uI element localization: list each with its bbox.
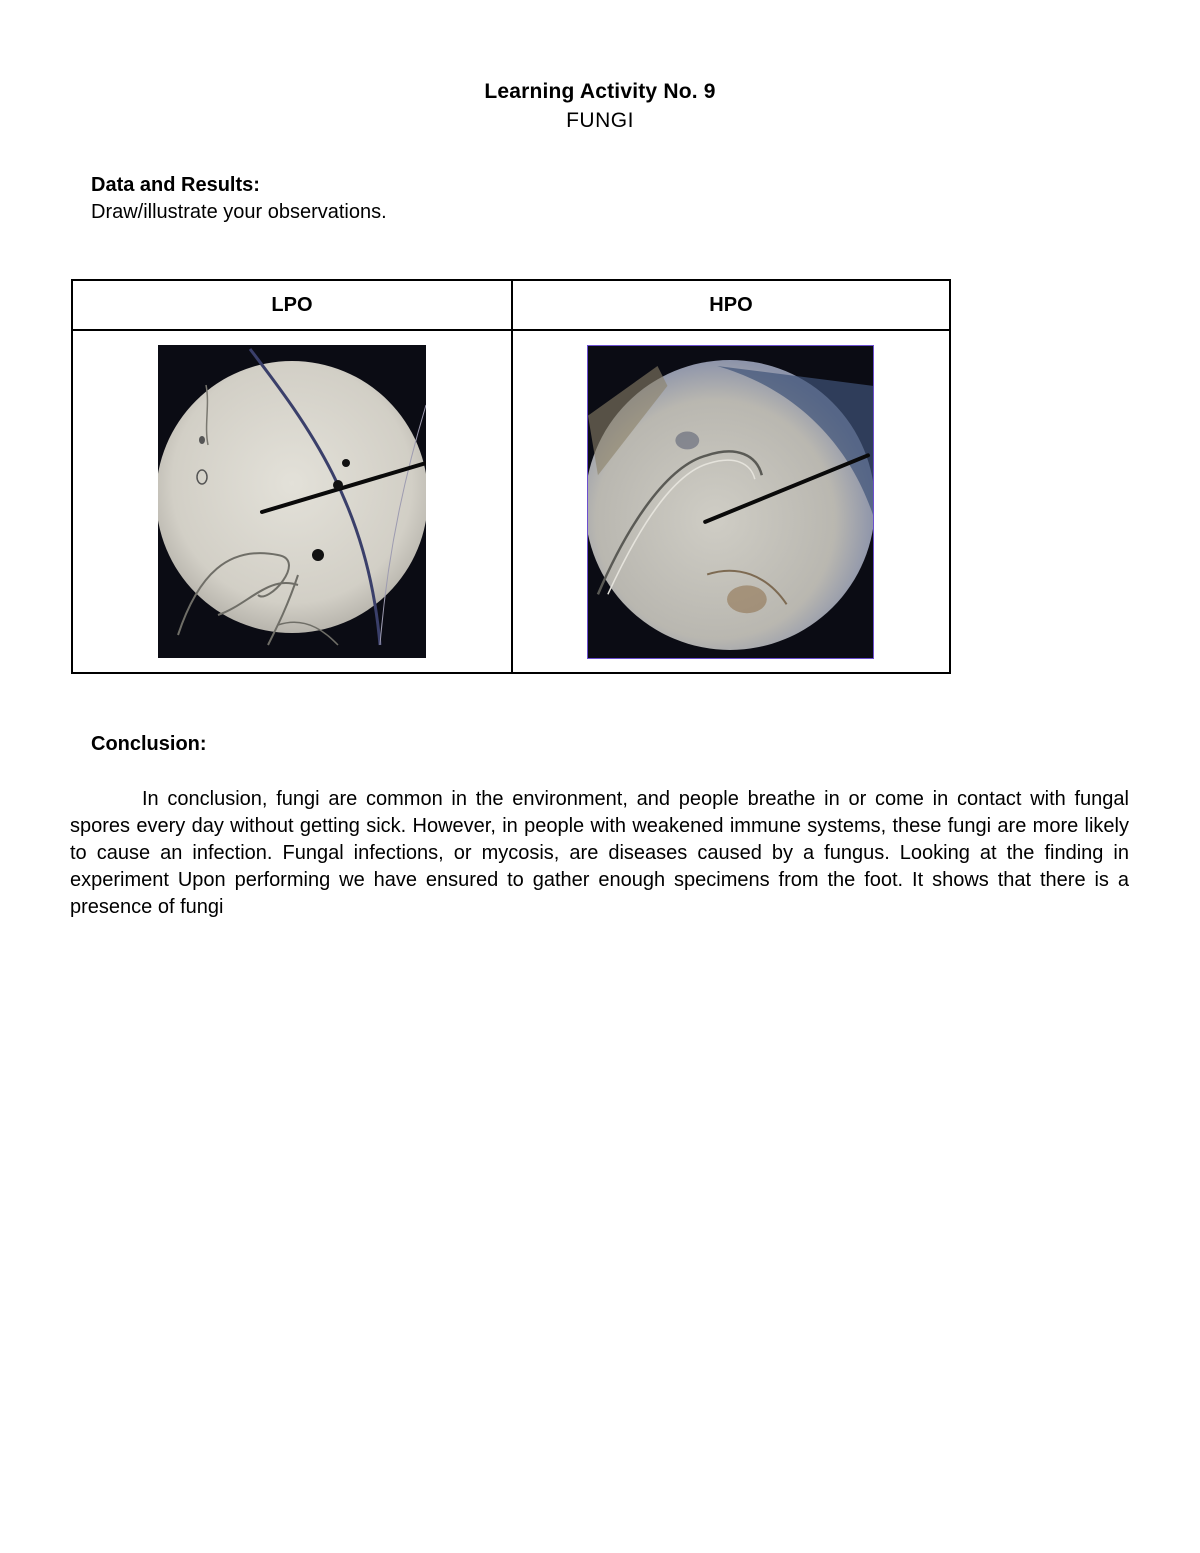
lpo-cell [72, 330, 512, 673]
table-image-row [72, 330, 950, 673]
lpo-micrograph [158, 345, 426, 658]
hpo-micrograph [587, 345, 874, 659]
table-header-row [72, 280, 950, 330]
conclusion-heading: Conclusion: [91, 733, 207, 755]
hpo-cell [512, 330, 950, 673]
observations-table [71, 279, 951, 674]
page-title: Learning Activity No. 9 [484, 80, 716, 103]
column-header-lpo: LPO [72, 280, 512, 330]
conclusion-paragraph: In conclusion, fungi are common in the environment, and people breathe in or come in contact with fungal spores every day without getting sick. However, in people with weakened immune systems, these fungi are more likely to cause an infection. Fungal infections, or mycosis, are diseases caused by a fungus. Looking at the finding in experiment Upon performing we have ensured to gather enough specimens from the foot. It shows that there is a presence of fungi [70, 788, 1129, 918]
page-subtitle: FUNGI [566, 109, 634, 132]
column-header-hpo: HPO [512, 280, 950, 330]
data-results-heading: Data and Results: [91, 174, 260, 196]
instruction-text: Draw/illustrate your observations. [91, 201, 387, 223]
